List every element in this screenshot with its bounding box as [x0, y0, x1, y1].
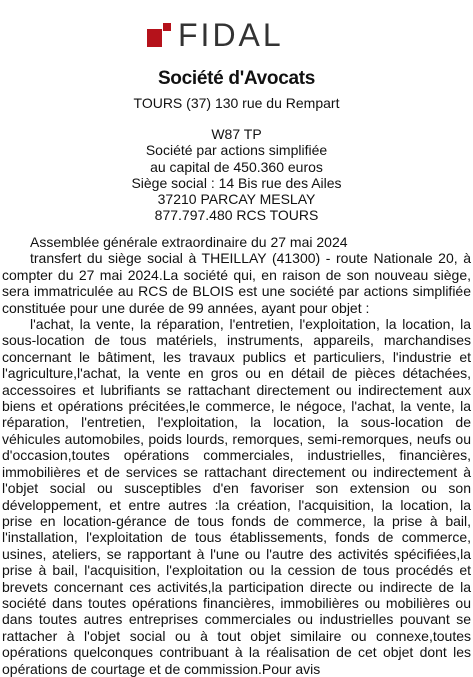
company-capital: au capital de 450.360 euros — [150, 158, 323, 175]
paragraph-object: l'achat, la vente, la réparation, l'entretien, l'exploitation, la location, la sous-location de tous matériels, instruments, appareils, marchandises concernant le bâtiment, les travaux publics et particuliers, l'industrie et l'agriculture,l'achat, la vente en gros ou en détail de pièces détachées, accessoires et lubrifiants se rattachant directement ou indirectement aux biens et opérations précitées,le commerce, le négoce, l'achat, la vente, la réparation, l'entretien, l'exploitation, la location, la sous-location de véhicules automobiles, poids lourds, remorques, semi-remorques, neufs ou d'occasion,toutes opérations commerciales, industrielles, financières, immobilières et de services se rattachant directement ou indirectement à l'objet social ou susceptibles d'en favoriser son extension ou son développement, et entre autres :la création, l'acquisition, la location, la prise en location-gérance de tous fonds de commerce, la prise à bail, l'installation, l'exploitation de tous établissements, fonds de commerce, usines, ateliers, se rapportant à l'une ou l'autre des activités spécifiées,la prise à bail, l'acquisition, l'exploitation ou la cession de tous procédés et brevets concernant ces activités,la participation directe ou indirecte de la société dans toutes opérations financières, immobilières ou mobilières ou dans toutes autres entreprises commerciales ou industrielles pouvant se rattacher à l'objet social ou à tout objet similaire ou connexe,toutes opérations quelconques contribuant à la réalisation de cet objet dont les opérations de courtage et de commission.Pour avis — [2, 316, 471, 677]
assembly-line: Assemblée générale extraordinaire du 27 mai 2024 — [30, 234, 348, 250]
firm-address: TOURS (37) 130 rue du Rempart — [133, 95, 340, 111]
company-city: 37210 PARCAY MESLAY — [157, 191, 316, 208]
company-seat: Siège social : 14 Bis rue des Ailes — [131, 174, 342, 191]
fidal-logo-icon — [147, 23, 171, 47]
company-info — [0, 126, 473, 224]
header-logo — [0, 14, 473, 54]
notice-body — [2, 234, 471, 677]
company-rcs: 877.797.480 RCS TOURS — [154, 207, 319, 224]
brand-name: FIDAL — [178, 17, 284, 53]
paragraph-transfer: transfert du siège social à THEILLAY (41300) - route Nationale 20, à compter du 27 mai 2024.La société qui, en raison de son nouveau siège, sera immatriculée au RCS de BLOIS est une société par actions simplifiée constituée pour une durée de 99 années, ayant pour objet : — [2, 250, 471, 316]
company-name: W87 TP — [211, 126, 262, 142]
company-form: Société par actions simplifiée — [145, 142, 328, 159]
firm-title: Société d'Avocats — [157, 68, 316, 89]
